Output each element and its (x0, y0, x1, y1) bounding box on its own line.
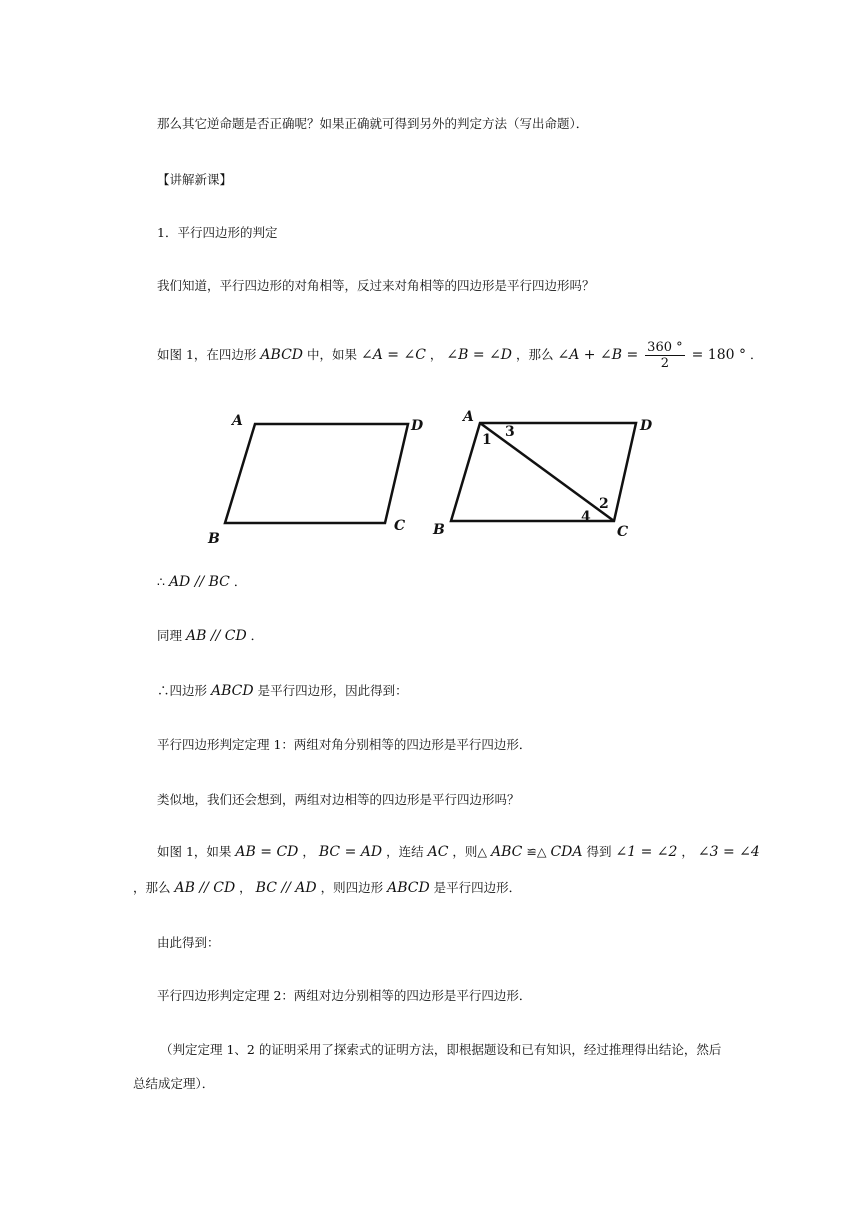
text: ，那么 (133, 880, 171, 895)
math-ab-parallel-cd: AB // CD (174, 880, 236, 896)
math-triangle-abc: ABC (491, 844, 523, 860)
text: 中，如果 (307, 347, 358, 362)
angle-label-2: 2 (599, 496, 609, 512)
line-therefore-ad-parallel-bc (157, 572, 246, 590)
text: 得到 (586, 844, 612, 859)
text: ． (250, 628, 264, 643)
text: ∴四边形 (157, 683, 208, 698)
line-conclusion-parallelogram (157, 681, 408, 699)
angle-label-4: 4 (581, 509, 591, 525)
vertex-label-c: C (394, 518, 406, 534)
paragraph-converse-question: 那么其它逆命题是否正确呢？如果正确就可得到另外的判定方法（写出命题）． (157, 116, 589, 131)
fraction-denominator: 2 (660, 356, 670, 371)
text: ， (239, 880, 252, 895)
figure-left-parallelogram (207, 413, 424, 547)
math-angle-b-eq-d: ∠B = ∠D (446, 347, 513, 363)
text: ， (302, 844, 315, 859)
vertex-label-b: B (433, 522, 445, 538)
text: 同理 (157, 628, 183, 643)
vertex-label-d: D (411, 418, 424, 434)
vertex-label-b: B (208, 531, 220, 547)
theorem-2: 平行四边形判定定理 2：两组对边分别相等的四边形是平行四边形． (157, 988, 532, 1003)
text: 如图 1，在四边形 (157, 347, 257, 362)
vertex-label-a: A (463, 409, 474, 425)
line-therefore-parallel-sides (133, 878, 521, 896)
math-ab-eq-cd: AB = CD (235, 844, 299, 860)
math-bc-parallel-ad: BC // AD (255, 880, 317, 896)
math-angle-sum: ∠A + ∠B = (557, 347, 639, 363)
text: 是平行四边形，因此得到： (257, 683, 408, 698)
theorem-1: 平行四边形判定定理 1：两组对角分别相等的四边形是平行四边形． (157, 737, 532, 752)
angle-label-3: 3 (505, 424, 515, 440)
figure-right-parallelogram (432, 409, 653, 540)
math-ac: AC (427, 844, 449, 860)
math-abcd: ABCD (387, 880, 430, 896)
math-bc-eq-ad: BC = AD (318, 844, 383, 860)
text: ． (749, 347, 763, 362)
angle-label-1: 1 (482, 432, 492, 448)
line-similarly-ab-parallel-cd (157, 626, 263, 644)
text: ，则四边形 (320, 880, 384, 895)
text: ， (429, 347, 443, 362)
paragraph-hence: 由此得到： (157, 935, 220, 950)
therefore-symbol: ∴ (157, 574, 165, 589)
text: ，连结 (386, 844, 424, 859)
diagonal-ac (480, 423, 614, 521)
text: ，那么 (516, 347, 554, 362)
math-angle-a-eq-c: ∠A = ∠C (361, 347, 426, 363)
math-abcd: ABCD (211, 683, 254, 699)
congruent-symbol: ≌△ (526, 844, 547, 859)
note-proof-method-continued: 总结成定理）． (133, 1076, 215, 1091)
vertex-label-c: C (617, 524, 629, 540)
text: 如图 1，如果 (157, 844, 232, 859)
math-triangle-cda: CDA (550, 844, 583, 860)
text: ，则△ (452, 844, 488, 859)
math-angle1-eq-angle2: ∠1 = ∠2 (615, 844, 678, 860)
figure-1-parallelograms (0, 403, 860, 553)
vertex-label-a: A (232, 413, 243, 429)
fraction-numerator: 360 ° (647, 340, 683, 355)
math-abcd: ABCD (260, 347, 304, 363)
fraction-360-over-2 (645, 340, 684, 371)
text: ， (681, 844, 694, 859)
text: ． (233, 574, 247, 589)
parallelogram-outline (225, 424, 408, 523)
subheading-parallelogram-criteria: 1．平行四边形的判定 (157, 225, 278, 240)
note-proof-method: （判定定理 1、2 的证明采用了探索式的证明方法，即根据题设和已有知识，经过推理得出结论，然后 (160, 1042, 722, 1057)
line-congruence-argument (157, 842, 760, 860)
math-equals-180: = 180 ° (691, 347, 746, 363)
text: 是平行四边形． (433, 880, 522, 895)
math-ab-parallel-cd: AB // CD (186, 628, 247, 644)
math-angle3-eq-angle4: ∠3 = ∠4 (697, 844, 760, 860)
paragraph-opposite-angles-question: 我们知道，平行四边形的对角相等，反过来对角相等的四边形是平行四边形吗？ (157, 278, 595, 293)
paragraph-opposite-sides-question: 类似地，我们还会想到，两组对边相等的四边形是平行四边形吗？ (157, 792, 520, 807)
equation-line-angles (157, 340, 762, 371)
section-heading-new-lesson: 【讲解新课】 (157, 172, 233, 187)
math-ad-parallel-bc: AD // BC (168, 574, 230, 590)
vertex-label-d: D (640, 418, 653, 434)
